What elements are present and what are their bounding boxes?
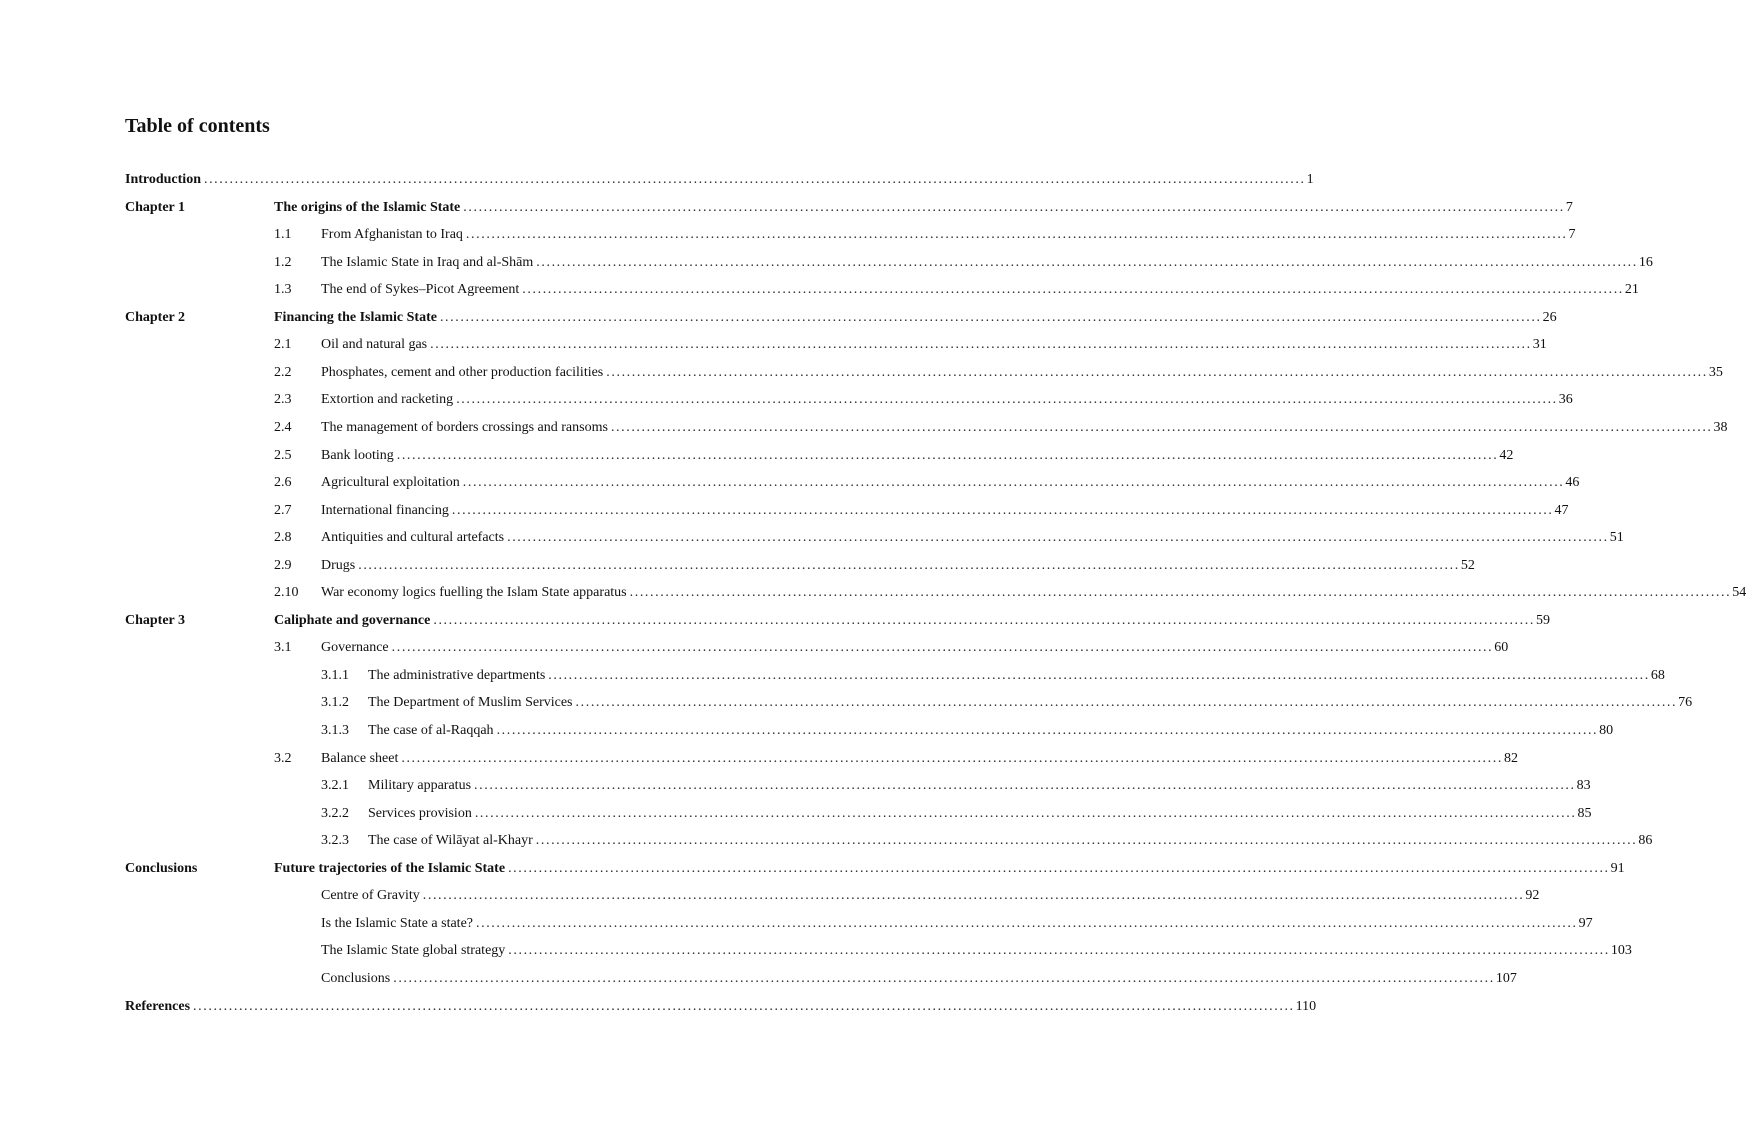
toc-leader-dots: ........................................................................................................................................................................................................................ bbox=[193, 998, 1295, 1014]
toc-leader-dots: ........................................................................................................................................................................................................................ bbox=[606, 364, 1708, 380]
toc-section-number: 2.3 bbox=[274, 392, 292, 408]
toc-page-number[interactable]: 26 bbox=[1542, 309, 1557, 325]
toc-leader-dots: ........................................................................................................................................................................................................................ bbox=[358, 557, 1460, 573]
toc-leader-dots: ........................................................................................................................................................................................................................ bbox=[422, 888, 1525, 904]
toc-entry-title[interactable]: Services provision bbox=[368, 805, 475, 823]
toc-entry[interactable] bbox=[0, 860, 1625, 878]
toc-leader-dots: ........................................................................................................................................................................................................................ bbox=[496, 723, 1599, 738]
toc-entry[interactable] bbox=[0, 694, 1693, 712]
toc-leader-dots: ........................................................................................................................................................................................................................ bbox=[629, 585, 1732, 601]
toc-entry[interactable] bbox=[0, 474, 1580, 492]
toc-page-number[interactable]: 54 bbox=[1732, 585, 1746, 601]
toc-entry-title[interactable]: Future trajectories of the Islamic State bbox=[274, 860, 508, 878]
toc-section-number: 2.6 bbox=[274, 475, 292, 491]
toc-entry[interactable] bbox=[0, 722, 1614, 740]
toc-entry[interactable] bbox=[0, 364, 1723, 382]
toc-entry-title[interactable]: The origins of the Islamic State bbox=[274, 199, 463, 217]
toc-section-number: 1.1 bbox=[274, 227, 292, 243]
toc-entry-title[interactable]: Centre of Gravity bbox=[321, 887, 423, 905]
toc-entry-title[interactable]: Bank looting bbox=[321, 447, 397, 465]
toc-leader-dots: ........................................................................................................................................................................................................................ bbox=[396, 447, 1499, 463]
toc-page-number[interactable]: 60 bbox=[1494, 640, 1509, 656]
toc-entry-title[interactable]: The case of al-Raqqah bbox=[368, 722, 497, 740]
toc-entry-title[interactable]: The Islamic State in Iraq and al-Shām bbox=[321, 254, 536, 272]
toc-page-number[interactable]: 92 bbox=[1525, 888, 1540, 904]
toc-section-number: 3.1.1 bbox=[321, 667, 349, 683]
toc-page-number[interactable]: 82 bbox=[1503, 750, 1518, 766]
toc-chapter-label: Chapter 1 bbox=[125, 199, 186, 215]
toc-entry-title[interactable]: Introduction bbox=[125, 171, 204, 189]
toc-section-number: 2.10 bbox=[274, 585, 299, 601]
toc-entry[interactable] bbox=[0, 391, 1573, 409]
toc-leader-dots: ........................................................................................................................................................................................................................ bbox=[575, 695, 1678, 711]
toc-page-number[interactable]: 38 bbox=[1713, 419, 1728, 435]
toc-entry-title[interactable]: The Islamic State global strategy bbox=[321, 942, 508, 960]
toc-page-number[interactable]: 16 bbox=[1638, 254, 1653, 270]
toc-leader-dots: ........................................................................................................................................................................................................................ bbox=[507, 530, 1609, 546]
toc-page-number[interactable]: 103 bbox=[1610, 943, 1632, 959]
toc-leader-dots: ........................................................................................................................................................................................................................ bbox=[610, 419, 1713, 435]
toc-leader-dots: ........................................................................................................................................................................................................................ bbox=[536, 254, 1638, 270]
toc-leader-dots: ........................................................................................................................................................................................................................ bbox=[548, 667, 1650, 683]
toc-entry[interactable] bbox=[0, 502, 1569, 520]
toc-leader-dots: ........................................................................................................................................................................................................................ bbox=[508, 860, 1610, 876]
toc-page-number[interactable]: 107 bbox=[1495, 970, 1517, 986]
toc-entry[interactable] bbox=[0, 887, 1540, 905]
toc-page-number[interactable]: 91 bbox=[1610, 860, 1625, 876]
toc-entry[interactable] bbox=[0, 171, 1314, 189]
toc-entry[interactable] bbox=[0, 777, 1591, 795]
toc-section-number: 3.1 bbox=[274, 640, 292, 656]
toc-entry-title[interactable]: Caliphate and governance bbox=[274, 612, 433, 630]
toc-entry-title[interactable]: Is the Islamic State a state? bbox=[321, 915, 476, 933]
toc-entry-title[interactable]: The end of Sykes–Picot Agreement bbox=[321, 281, 522, 299]
toc-section-number: 1.3 bbox=[274, 282, 292, 298]
toc-entry-title[interactable]: Governance bbox=[321, 639, 392, 657]
toc-entry[interactable] bbox=[0, 447, 1514, 465]
toc-entry-title[interactable]: The administrative departments bbox=[368, 667, 548, 685]
toc-section-number: 3.2.2 bbox=[321, 805, 349, 821]
toc-section-number: 2.9 bbox=[274, 557, 292, 573]
toc-leader-dots: ........................................................................................................................................................................................................................ bbox=[439, 309, 1542, 325]
toc-entry-title[interactable]: Extortion and racketing bbox=[321, 391, 456, 409]
toc-entry-title[interactable]: Oil and natural gas bbox=[321, 336, 430, 354]
toc-leader-dots: ........................................................................................................................................................................................................................ bbox=[393, 970, 1495, 986]
toc-entry-title[interactable]: Financing the Islamic State bbox=[274, 309, 440, 327]
toc-section-number: 3.2.3 bbox=[321, 833, 349, 849]
toc-entry-title[interactable]: Military apparatus bbox=[368, 777, 474, 795]
toc-page-number[interactable]: 86 bbox=[1638, 833, 1653, 849]
toc-page-number[interactable]: 51 bbox=[1609, 530, 1624, 546]
toc-leader-dots: ........................................................................................................................................................................................................................ bbox=[433, 612, 1535, 628]
toc-entry-title[interactable]: References bbox=[125, 998, 193, 1016]
toc-page-number[interactable]: 85 bbox=[1577, 805, 1592, 821]
toc-entry[interactable] bbox=[0, 226, 1576, 244]
toc-entry[interactable] bbox=[0, 832, 1653, 850]
toc-page-number[interactable]: 47 bbox=[1554, 502, 1569, 518]
toc-entry[interactable] bbox=[0, 199, 1573, 217]
toc-page-number[interactable]: 7 bbox=[1568, 227, 1576, 243]
toc-entry[interactable] bbox=[0, 970, 1517, 988]
toc-page-number[interactable]: 7 bbox=[1565, 199, 1573, 215]
toc-entry-title[interactable]: From Afghanistan to Iraq bbox=[321, 226, 466, 244]
toc-entry[interactable] bbox=[0, 942, 1632, 960]
toc-entry-title[interactable]: Antiquities and cultural artefacts bbox=[321, 529, 507, 547]
toc-entry[interactable] bbox=[0, 639, 1509, 657]
toc-entry-title[interactable]: Phosphates, cement and other production facilities bbox=[321, 364, 606, 382]
toc-page-number[interactable]: 31 bbox=[1532, 337, 1547, 353]
toc-entry[interactable] bbox=[0, 750, 1518, 768]
toc-leader-dots: ........................................................................................................................................................................................................................ bbox=[456, 392, 1558, 408]
toc-page-number[interactable]: 36 bbox=[1558, 392, 1573, 408]
toc-chapter-label: Chapter 3 bbox=[125, 612, 186, 628]
toc-entry-title[interactable]: The Department of Muslim Services bbox=[368, 694, 576, 712]
toc-entry[interactable] bbox=[0, 281, 1639, 299]
toc-entry[interactable] bbox=[0, 557, 1475, 575]
toc-chapter-label: Chapter 2 bbox=[125, 309, 186, 325]
toc-leader-dots: ........................................................................................................................................................................................................................ bbox=[401, 750, 1503, 766]
toc-leader-dots: ........................................................................................................................................................................................................................ bbox=[522, 282, 1624, 298]
toc-page-number[interactable]: 83 bbox=[1576, 778, 1591, 794]
toc-section-number: 3.1.2 bbox=[321, 695, 349, 711]
toc-page-number[interactable]: 42 bbox=[1499, 447, 1514, 463]
toc-section-number: 2.4 bbox=[274, 419, 292, 435]
toc-entry-title[interactable]: Balance sheet bbox=[321, 750, 401, 768]
toc-entry-title[interactable]: Agricultural exploitation bbox=[321, 474, 463, 492]
toc-page-number[interactable]: 35 bbox=[1708, 364, 1723, 380]
toc-leader-dots: ........................................................................................................................................................................................................................ bbox=[474, 778, 1576, 794]
toc-chapter-label: Conclusions bbox=[125, 860, 198, 876]
toc-leader-dots: ........................................................................................................................................................................................................................ bbox=[463, 199, 1565, 215]
toc-leader-dots: ........................................................................................................................................................................................................................ bbox=[391, 640, 1494, 656]
toc-entry[interactable] bbox=[0, 584, 1746, 602]
toc-entry-title[interactable]: Conclusions bbox=[321, 970, 393, 988]
toc-leader-dots: ........................................................................................................................................................................................................................ bbox=[508, 943, 1610, 959]
toc-entry[interactable] bbox=[0, 336, 1547, 354]
toc-page-number[interactable]: 52 bbox=[1460, 557, 1475, 573]
toc-entry-title[interactable]: War economy logics fuelling the Islam State apparatus bbox=[321, 584, 630, 602]
toc-page-number[interactable]: 59 bbox=[1535, 612, 1550, 628]
toc-leader-dots: ........................................................................................................................................................................................................................ bbox=[476, 915, 1578, 931]
toc-section-number: 1.2 bbox=[274, 254, 292, 270]
page-title: Table of contents bbox=[125, 115, 270, 137]
toc-entry[interactable] bbox=[0, 612, 1550, 630]
toc-entry[interactable] bbox=[0, 254, 1653, 272]
toc-section-number: 2.5 bbox=[274, 447, 292, 463]
toc-section-number: 3.1.3 bbox=[321, 723, 349, 738]
toc-section-number: 3.2.1 bbox=[321, 778, 349, 794]
toc-entry-title[interactable]: The management of borders crossings and ransoms bbox=[321, 419, 611, 437]
toc-page-number[interactable]: 97 bbox=[1578, 915, 1593, 931]
toc-page-number[interactable]: 68 bbox=[1650, 667, 1665, 683]
toc-entry-title[interactable]: International financing bbox=[321, 502, 452, 520]
toc-section-number: 3.2 bbox=[274, 750, 292, 766]
toc-leader-dots: ........................................................................................................................................................................................................................ bbox=[462, 475, 1565, 491]
toc-page-number[interactable]: 21 bbox=[1624, 282, 1639, 298]
toc-page-number[interactable]: 110 bbox=[1295, 998, 1317, 1014]
toc-leader-dots: ........................................................................................................................................................................................................................ bbox=[430, 337, 1532, 353]
toc-leader-dots: ........................................................................................................................................................................................................................ bbox=[535, 833, 1638, 849]
toc-entry[interactable] bbox=[0, 998, 1317, 1016]
toc-entry-title[interactable]: The case of Wilāyat al-Khayr bbox=[368, 832, 536, 850]
toc-page-number[interactable]: 46 bbox=[1565, 475, 1580, 491]
toc-section-number: 2.2 bbox=[274, 364, 292, 380]
toc-entry[interactable] bbox=[0, 419, 1728, 437]
toc-page-number[interactable]: 80 bbox=[1599, 723, 1614, 738]
toc-section-number: 2.8 bbox=[274, 530, 292, 546]
toc-entry[interactable] bbox=[0, 667, 1665, 685]
toc-entry[interactable] bbox=[0, 805, 1592, 823]
toc-entry[interactable] bbox=[0, 309, 1557, 327]
toc-leader-dots: ........................................................................................................................................................................................................................ bbox=[451, 502, 1554, 518]
toc-entry[interactable] bbox=[0, 529, 1624, 547]
toc-leader-dots: ........................................................................................................................................................................................................................ bbox=[203, 172, 1306, 187]
toc-leader-dots: ........................................................................................................................................................................................................................ bbox=[465, 227, 1568, 243]
toc-page-number[interactable]: 76 bbox=[1678, 695, 1693, 711]
toc-section-number: 2.7 bbox=[274, 502, 292, 518]
toc-entry-title[interactable]: Drugs bbox=[321, 557, 358, 575]
toc-leader-dots: ........................................................................................................................................................................................................................ bbox=[474, 805, 1577, 821]
toc-entry[interactable] bbox=[0, 915, 1593, 933]
toc-page-number[interactable]: 1 bbox=[1306, 172, 1314, 187]
toc-section-number: 2.1 bbox=[274, 337, 292, 353]
